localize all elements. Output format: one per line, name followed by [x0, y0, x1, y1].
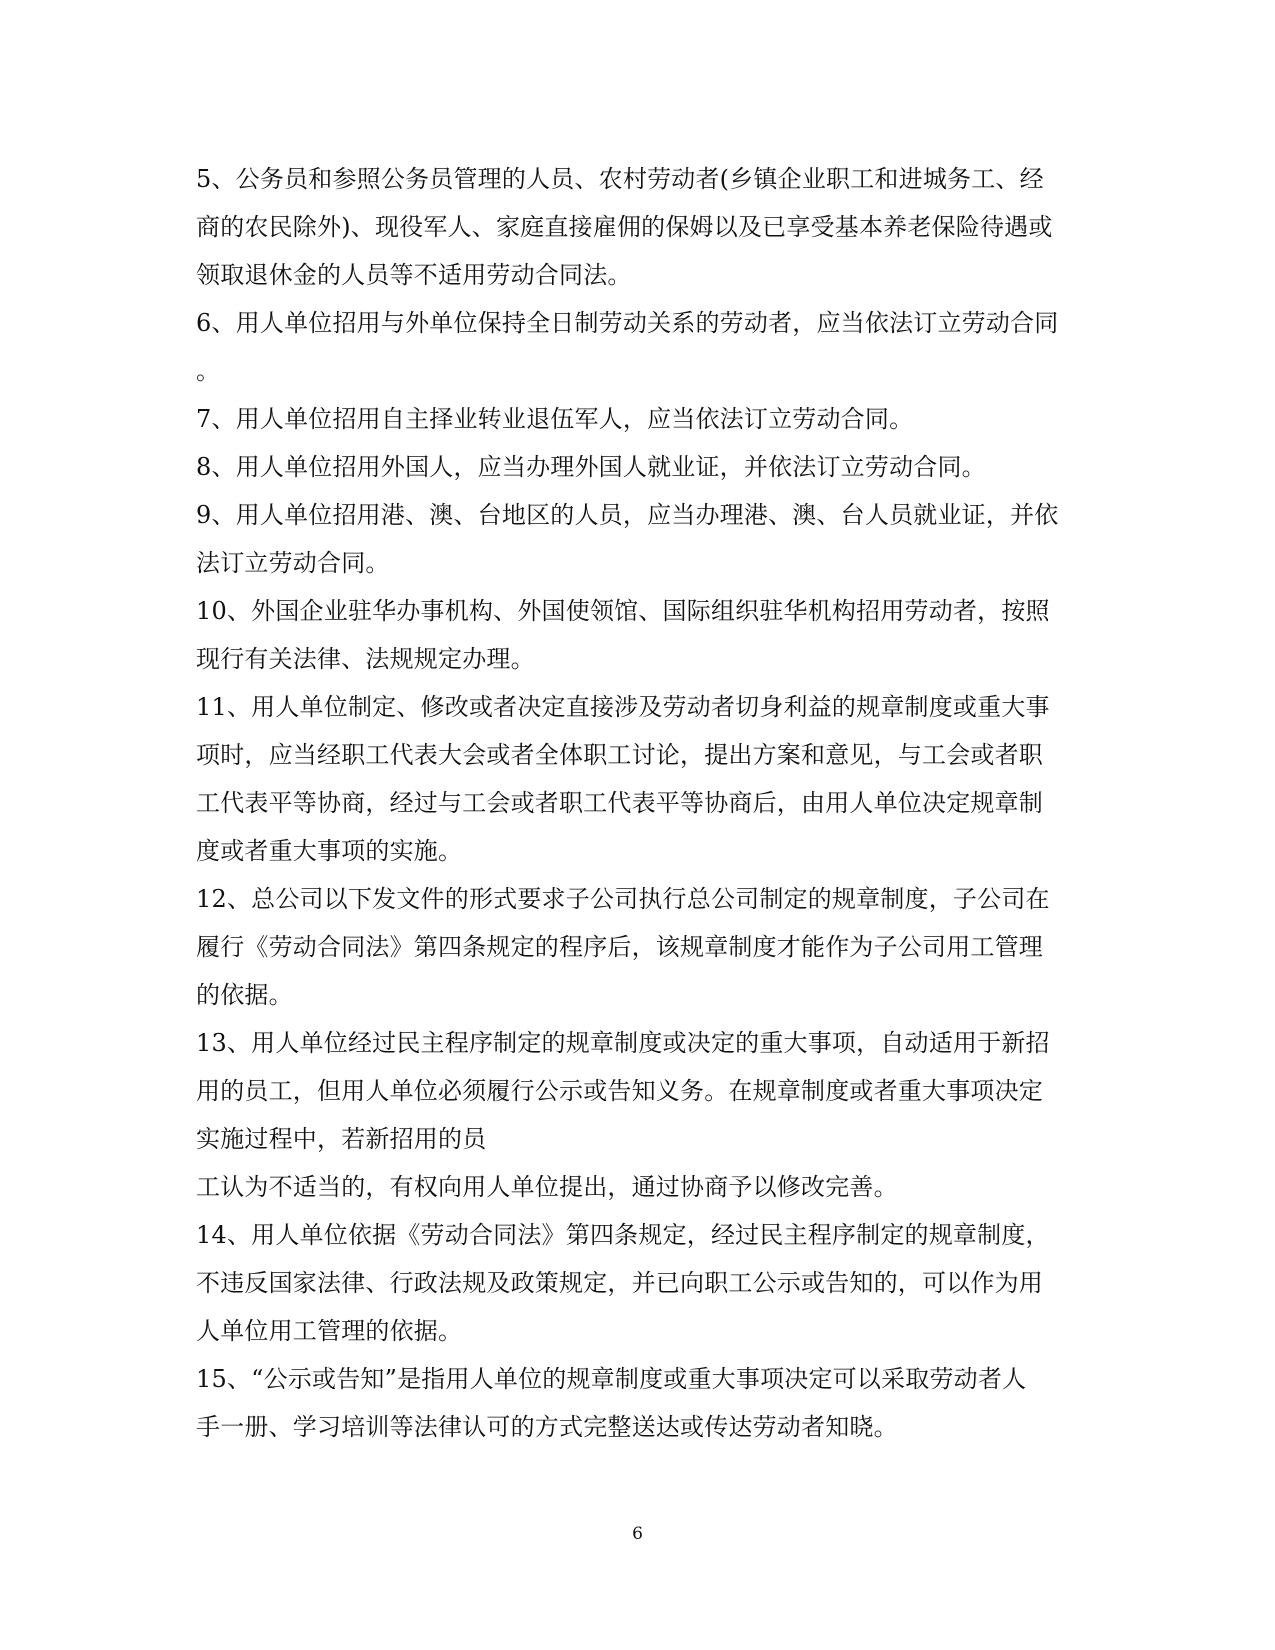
- text-line: 工认为不适当的，有权向用人单位提出，通过协商予以修改完善。: [196, 1173, 898, 1201]
- text-line: 手一册、学习培训等法律认可的方式完整送达或传达劳动者知晓。: [196, 1413, 898, 1441]
- text-line: 度或者重大事项的实施。: [196, 837, 463, 865]
- text-line: 7、用人单位招用自主择业转业退伍军人，应当依法订立劳动合同。: [196, 405, 914, 433]
- text-line: 履行《劳动合同法》第四条规定的程序后，该规章制度才能作为子公司用工管理: [196, 933, 1043, 961]
- text-line: 的依据。: [196, 981, 293, 1009]
- page-number: 6: [632, 1524, 643, 1544]
- text-line: 5、公务员和参照公务员管理的人员、农村劳动者(乡镇企业职工和进城务工、经: [196, 165, 1044, 193]
- text-line: 。: [196, 357, 221, 385]
- text-line: 11、用人单位制定、修改或者决定直接涉及劳动者切身利益的规章制度或重大事: [196, 693, 1050, 721]
- text-line: 现行有关法律、法规规定办理。: [196, 645, 535, 673]
- text-line: 13、用人单位经过民主程序制定的规章制度或决定的重大事项，自动适用于新招: [196, 1029, 1050, 1057]
- text-line: 用的员工，但用人单位必须履行公示或告知义务。在规章制度或者重大事项决定: [196, 1077, 1043, 1105]
- text-line: 15、“公示或告知”是指用人单位的规章制度或重大事项决定可以采取劳动者人: [196, 1365, 1027, 1393]
- text-line: 8、用人单位招用外国人，应当办理外国人就业证，并依法订立劳动合同。: [196, 453, 986, 481]
- text-line: 实施过程中，若新招用的员: [196, 1125, 487, 1153]
- text-line: 6、用人单位招用与外单位保持全日制劳动关系的劳动者，应当依法订立劳动合同: [196, 309, 1059, 337]
- text-line: 不违反国家法律、行政法规及政策规定，并已向职工公示或告知的，可以作为用: [196, 1269, 1043, 1297]
- text-line: 工代表平等协商，经过与工会或者职工代表平等协商后，由用人单位决定规章制: [196, 789, 1043, 817]
- text-line: 项时，应当经职工代表大会或者全体职工讨论，提出方案和意见，与工会或者职: [196, 741, 1043, 769]
- text-line: 12、总公司以下发文件的形式要求子公司执行总公司制定的规章制度，子公司在: [196, 885, 1050, 913]
- text-line: 10、外国企业驻华办事机构、外国使领馆、国际组织驻华机构招用劳动者，按照: [196, 597, 1050, 625]
- text-line: 商的农民除外)、现役军人、家庭直接雇佣的保姆以及已享受基本养老保险待遇或: [196, 213, 1053, 241]
- text-line: 9、用人单位招用港、澳、台地区的人员，应当办理港、澳、台人员就业证，并依: [196, 501, 1059, 529]
- text-line: 人单位用工管理的依据。: [196, 1317, 463, 1345]
- text-line: 法订立劳动合同。: [196, 549, 390, 577]
- text-line: 领取退休金的人员等不适用劳动合同法。: [196, 261, 632, 289]
- text-line: 14、用人单位依据《劳动合同法》第四条规定，经过民主程序制定的规章制度，: [196, 1221, 1050, 1249]
- document-body: [196, 155, 1086, 1451]
